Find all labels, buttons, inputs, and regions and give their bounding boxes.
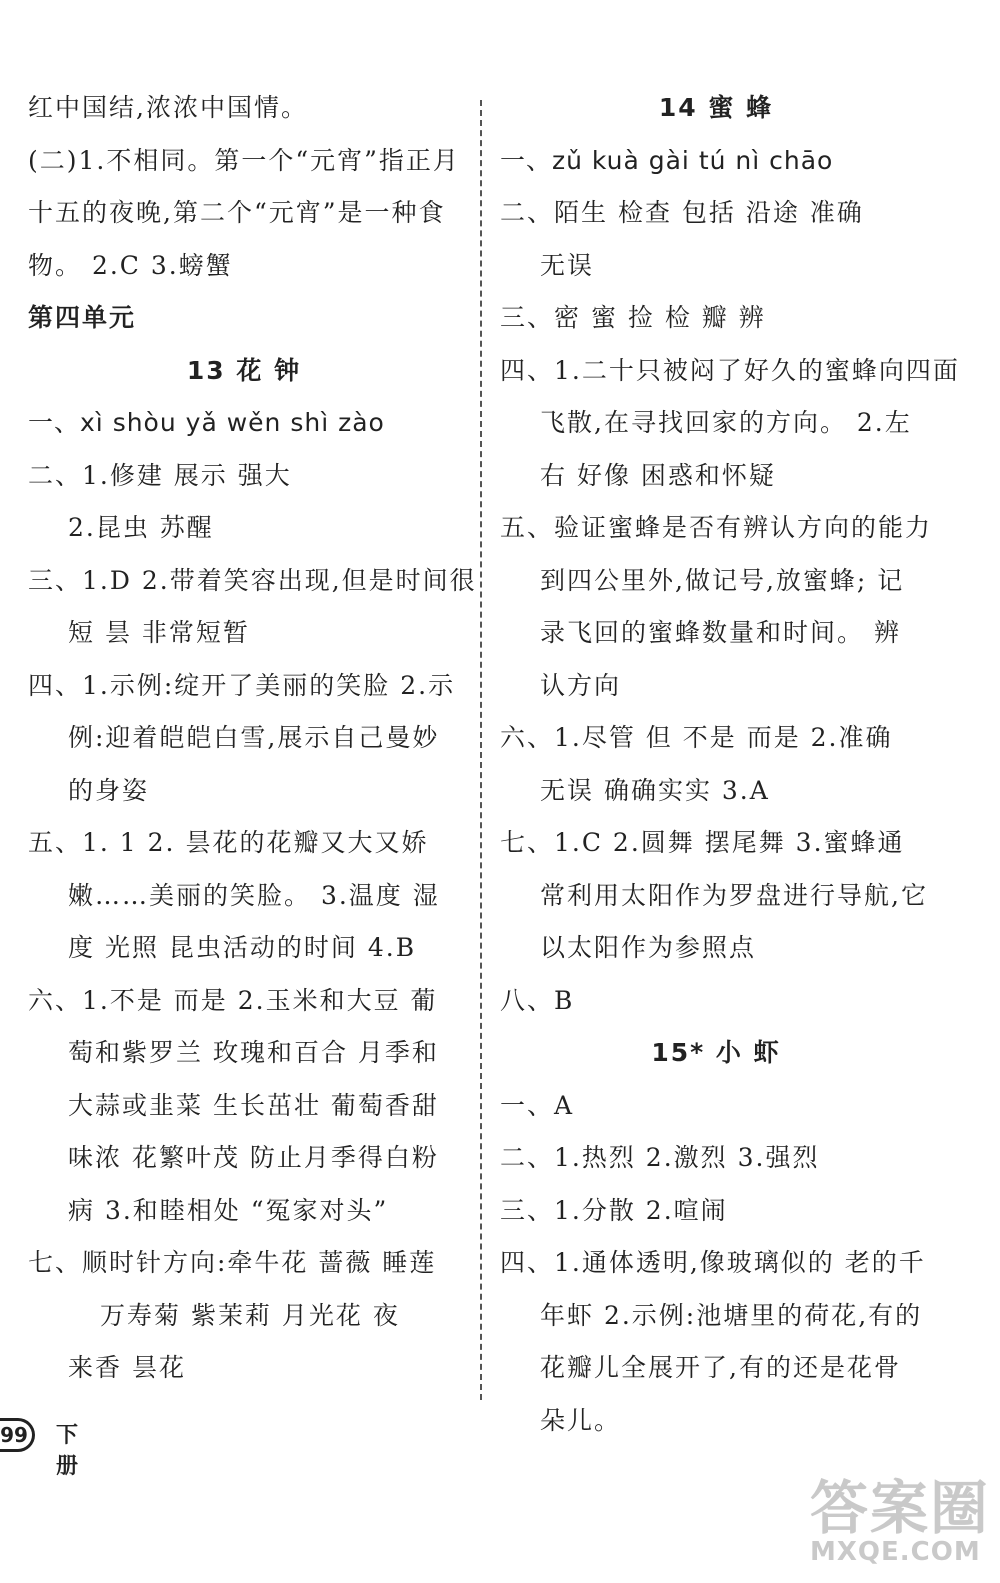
left-answer-line: 来香 昙花 xyxy=(68,1353,186,1382)
left-answer-line: 物。 2.C 3.螃蟹 xyxy=(28,250,233,280)
left-answer-line: 大蒜或韭菜 生长茁壮 葡萄香甜 xyxy=(68,1090,439,1120)
watermark-text: 答案圈 xyxy=(810,1474,991,1542)
watermark-url: MXQE.COM xyxy=(810,1537,981,1567)
watermark-logo xyxy=(810,1474,991,1578)
left-answer-line: 病 3.和睦相处 “冤家对头” xyxy=(68,1195,389,1225)
right-answer-line: 一、A xyxy=(500,1090,575,1120)
column-divider xyxy=(480,100,482,1400)
left-answer-line: 萄和紫罗兰 玫瑰和百合 月季和 xyxy=(68,1038,439,1067)
right-answer-line: 到四公里外,做记号,放蜜蜂; 记 xyxy=(540,565,905,595)
left-answer-line: 第四单元 xyxy=(28,303,137,332)
right-answer-line: 五、验证蜜蜂是否有辨认方向的能力 xyxy=(500,513,933,542)
left-answer-line: (二)1.不相同。第一个“元宵”指正月 xyxy=(28,145,460,175)
left-answer-line: 2.昆虫 苏醒 xyxy=(68,513,214,542)
right-answer-line: 无误 确确实实 3.A xyxy=(540,775,770,805)
left-answer-line: 度 光照 昆虫活动的时间 4.B xyxy=(68,933,417,962)
right-answer-line: 认方向 xyxy=(540,670,622,700)
right-answer-line: 二、1.热烈 2.激烈 3.强烈 xyxy=(500,1143,820,1172)
right-answer-line: 常利用太阳作为罗盘进行导航,它 xyxy=(540,880,928,910)
right-answer-line: 三、密 蜜 捡 检 瓣 辨 xyxy=(500,303,766,332)
right-answer-line: 年虾 2.示例:池塘里的荷花,有的 xyxy=(540,1300,923,1330)
left-answer-line: 六、1.不是 而是 2.玉米和大豆 葡 xyxy=(28,985,438,1015)
left-answer-line: 的身姿 xyxy=(68,775,150,805)
left-answer-line: 味浓 花繁叶茂 防止月季得白粉 xyxy=(68,1143,439,1172)
left-answer-line: 二、1.修建 展示 强大 xyxy=(28,460,292,490)
page-number: 99 xyxy=(0,1418,35,1452)
left-answer-line: 短 昙 非常短暂 xyxy=(68,618,250,647)
right-answer-line: 无误 xyxy=(540,250,595,280)
left-answer-line: 四、1.示例:绽开了美丽的笑脸 2.示 xyxy=(28,670,456,700)
right-answer-line: 14 蜜 蜂 xyxy=(658,93,774,122)
left-answer-line: 13 花 钟 xyxy=(186,355,302,385)
left-answer-line: 十五的夜晚,第二个“元宵”是一种食 xyxy=(28,198,446,227)
left-answer-line: 万寿菊 紫茉莉 月光花 夜 xyxy=(100,1300,400,1330)
right-answer-line: 六、1.尽管 但 不是 而是 2.准确 xyxy=(500,723,893,752)
right-answer-line: 七、1.C 2.圆舞 摆尾舞 3.蜜蜂通 xyxy=(500,828,905,857)
left-answer-line: 例:迎着皑皑白雪,展示自己曼妙 xyxy=(68,723,440,752)
left-answer-line: 三、1.D 2.带着笑容出现,但是时间很 xyxy=(28,565,477,595)
right-answer-line: 三、1.分散 2.喧闹 xyxy=(500,1195,728,1225)
right-answer-line: 右 好像 困惑和怀疑 xyxy=(540,460,776,490)
left-answer-line: 七、顺时针方向:牵牛花 蔷薇 睡莲 xyxy=(28,1248,437,1277)
right-answer-line: 八、B xyxy=(500,985,575,1015)
right-answer-line: 一、zǔ kuà gài tú nì chāo xyxy=(500,145,834,175)
right-answer-line: 花瓣儿全展开了,有的还是花骨 xyxy=(540,1353,901,1382)
right-answer-line: 二、陌生 检查 包括 沿途 准确 xyxy=(500,198,864,227)
right-answer-line: 录飞回的蜜蜂数量和时间。 辨 xyxy=(540,618,901,647)
right-answer-line: 朵儿。 xyxy=(540,1405,622,1435)
left-answer-line: 一、xì shòu yǎ wěn shì zào xyxy=(28,408,385,437)
left-answer-line: 嫩……美丽的笑脸。 3.温度 湿 xyxy=(68,880,440,910)
right-answer-line: 15* 小 虾 xyxy=(651,1038,781,1067)
volume-label: 下册 xyxy=(56,1423,79,1479)
right-answer-line: 以太阳作为参照点 xyxy=(540,933,757,962)
right-answer-line: 四、1.通体透明,像玻璃似的 老的千 xyxy=(500,1248,926,1277)
right-answer-line: 四、1.二十只被闷了好久的蜜蜂向四面 xyxy=(500,355,960,385)
left-answer-line: 五、1. 1 2. 昙花的花瓣又大又娇 xyxy=(28,828,429,857)
right-answer-line: 飞散,在寻找回家的方向。 2.左 xyxy=(540,408,912,437)
left-answer-line: 红中国结,浓浓中国情。 xyxy=(28,93,308,122)
